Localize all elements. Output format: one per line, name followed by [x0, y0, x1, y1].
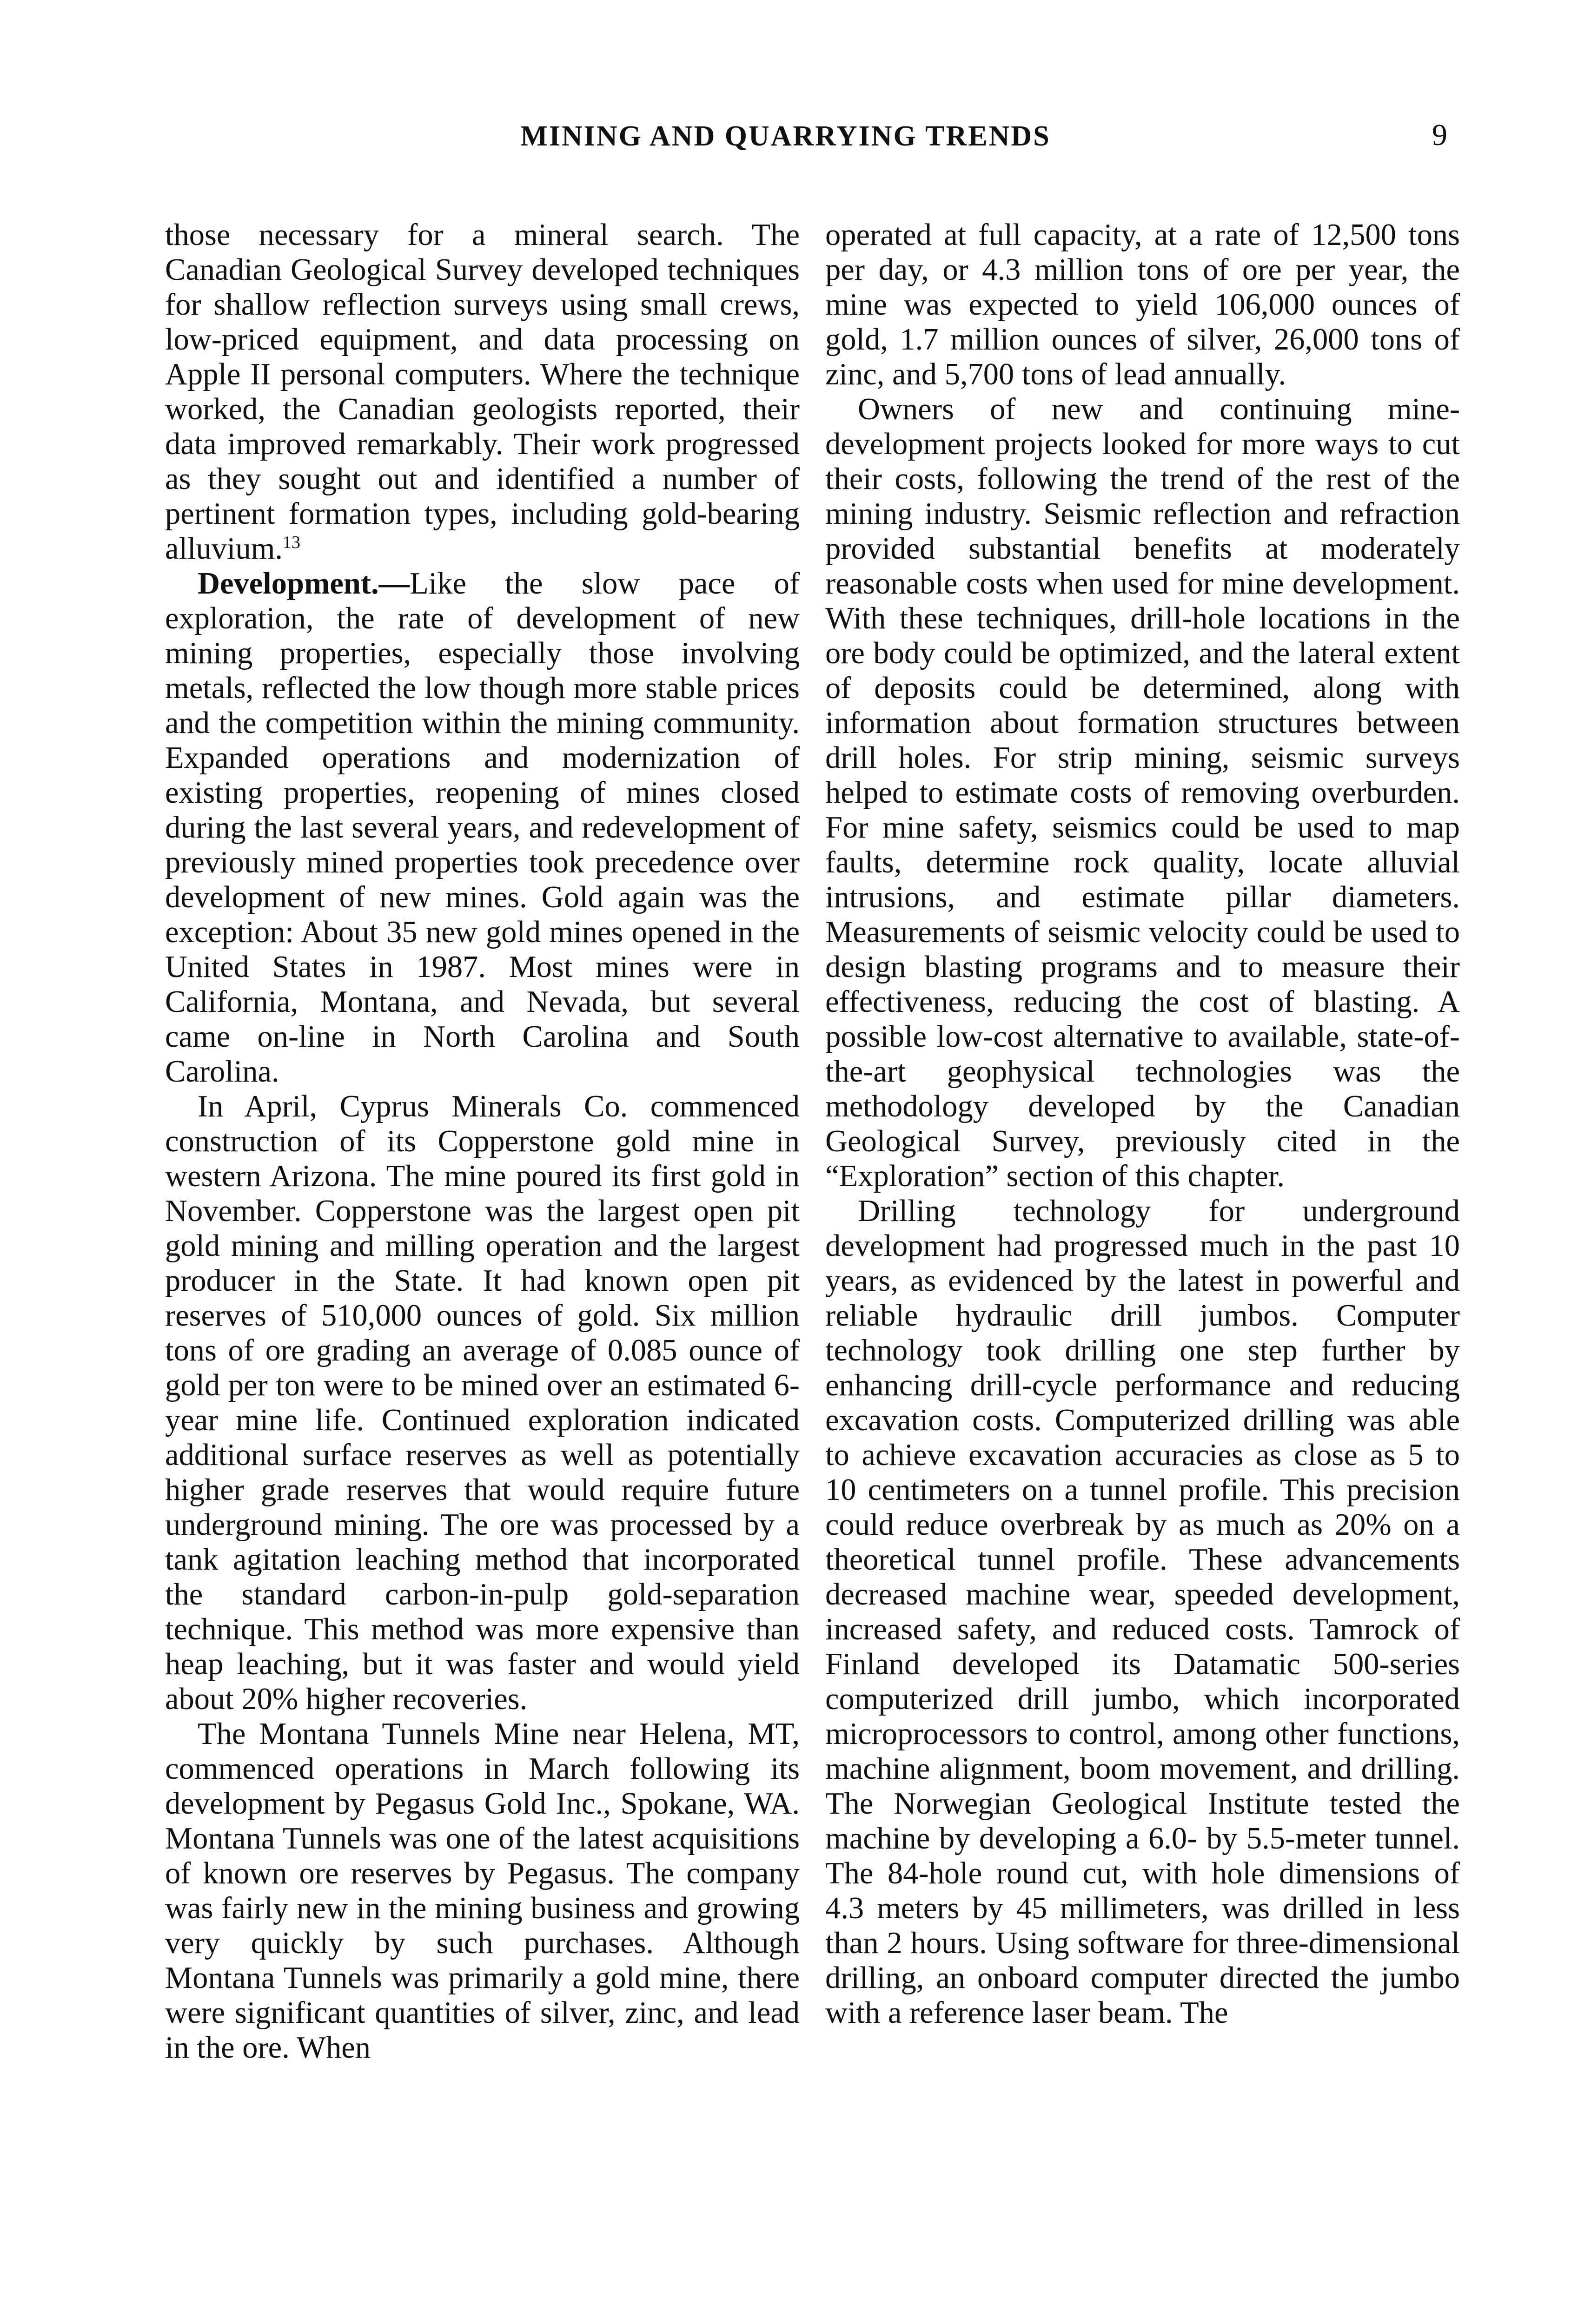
- footnote-marker: 13: [283, 532, 301, 552]
- page-number: 9: [1432, 118, 1447, 152]
- left-text-column: [165, 218, 800, 2065]
- running-head-title: MINING AND QUARRYING TRENDS: [520, 120, 1051, 152]
- paragraph-montana-tunnels-continued: operated at full capacity, at a rate of 12,500 tons per day, or 4.3 million tons of ore per year, the mine was expected to yield 106,000 ounces of gold, 1.7 million ounces of silver, 26,000 tons of zinc, and 5,700 tons of lead annually.: [825, 218, 1460, 391]
- paragraph-text: Like the slow pace of exploration, the rate of development of new mining properties, especially those involving metals, reflected the low though more stable prices and the competition within the mining community. Expanded operations and modernization of existing properties, reopening of mines closed during the last several years, and redevelopment of previously mined properties took precedence over development of new mines. Gold again was the exception: About 35 new gold mines opened in the United States in 1987. Most mines were in California, Montana, and Nevada, but several came on-line in North Carolina and South Carolina.: [165, 567, 800, 1089]
- section-heading-development: Development.—: [198, 567, 410, 601]
- paragraph-exploration-continued: [165, 218, 800, 566]
- paragraph-development: [165, 566, 800, 1089]
- paragraph-montana-tunnels: The Montana Tunnels Mine near Helena, MT, commenced operations in March following its development by Pegasus Gold Inc., Spokane, WA. Montana Tunnels was one of the latest acquisitions of known ore reserves by Pegasus. The company was fairly new in the mining business and growing very quickly by such purchases. Although Montana Tunnels was primarily a gold mine, there were significant quantities of silver, zinc, and lead in the ore. When: [165, 1717, 800, 2065]
- paragraph-text: those necessary for a mineral search. The Canadian Geological Survey developed techniques for shallow reflection surveys using small crews, low-priced equipment, and data processing on Apple II personal computers. Where the technique worked, the Canadian geologists reported, their data improved remarkably. Their work progressed as they sought out and identified a number of pertinent formation types, including gold-bearing alluvium.: [165, 218, 800, 566]
- paragraph-copperstone: In April, Cyprus Minerals Co. commenced construction of its Copperstone gold mine in western Arizona. The mine poured its first gold in November. Copperstone was the largest open pit gold mining and milling operation and the largest producer in the State. It had known open pit reserves of 510,000 ounces of gold. Six million tons of ore grading an average of 0.085 ounce of gold per ton were to be mined over an estimated 6-year mine life. Continued exploration indicated additional surface reserves as well as potentially higher grade reserves that would require future underground mining. The ore was processed by a tank agitation leaching method that incorporated the standard carbon-in-pulp gold-separation technique. This method was more expensive than heap leaching, but it was faster and would yield about 20% higher recoveries.: [165, 1089, 800, 1716]
- right-text-column: [825, 218, 1460, 2030]
- paragraph-drilling-technology: Drilling technology for underground development had progressed much in the past 10 years, as evidenced by the latest in powerful and reliable hydraulic drill jumbos. Computer technology took drilling one step further by enhancing drill-cycle performance and reducing excavation costs. Computerized drilling was able to achieve excavation accuracies as close as 5 to 10 centimeters on a tunnel profile. This precision could reduce overbreak by as much as 20% on a theoretical tunnel profile. These advancements decreased machine wear, speeded development, increased safety, and reduced costs. Tamrock of Finland developed its Datamatic 500-series computerized drill jumbo, which incorporated microprocessors to control, among other functions, machine alignment, boom movement, and drilling. The Norwegian Geological Institute tested the machine by developing a 6.0- by 5.5-meter tunnel. The 84-hole round cut, with hole dimensions of 4.3 meters by 45 millimeters, was drilled in less than 2 hours. Using software for three-dimensional drilling, an onboard computer directed the jumbo with a reference laser beam. The: [825, 1194, 1460, 2030]
- paragraph-seismic: Owners of new and continuing mine-development projects looked for more ways to cut their costs, following the trend of the rest of the mining industry. Seismic reflection and refraction provided substantial benefits at moderately reasonable costs when used for mine development. With these techniques, drill-hole locations in the ore body could be optimized, and the lateral extent of deposits could be determined, along with information about formation structures between drill holes. For strip mining, seismic surveys helped to estimate costs of removing overburden. For mine safety, seismics could be used to map faults, determine rock quality, locate alluvial intrusions, and estimate pillar diameters. Measurements of seismic velocity could be used to design blasting programs and to measure their effectiveness, reducing the cost of blasting. A possible low-cost alternative to available, state-of-the-art geophysical technologies was the methodology developed by the Canadian Geological Survey, previously cited in the “Exploration” section of this chapter.: [825, 392, 1460, 1193]
